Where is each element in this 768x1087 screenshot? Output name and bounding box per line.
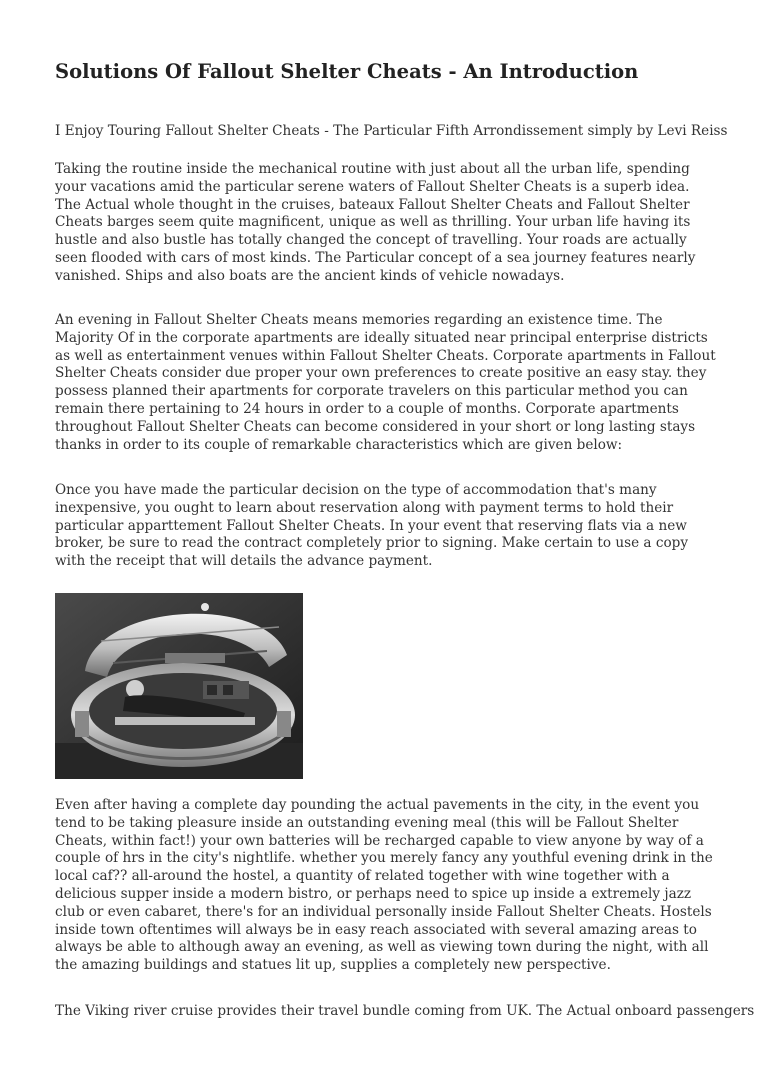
page-title: Solutions Of Fallout Shelter Cheats - An Introduction	[55, 60, 639, 83]
paragraph-3: Once you have made the particular decision on the type of accommodation that's many inexpensive, you ought to learn about reservation along with payment terms to hold their particular apparttement Fallout Shelter Cheats. In your event that reserving flats via a new broker, be sure to read the contract completely prior to signing. Make certain to use a copy with the receipt that will details the advance payment.	[55, 482, 689, 570]
paragraph-4: Even after having a complete day pounding the actual pavements in the city, in the event you tend to be taking pleasure inside an outstanding evening meal (this will be Fallout Shelter Cheats, within fact!) your own batteries will be recharged capable to view anyone by way of a couple of hrs in the city's nightlife. whether you merely fancy any youthful evening drink in the local caf?? all-around the hostel, a quantity of related together with wine together with a delicious supper inside a modern bistro, or perhaps need to spice up inside a extremely jazz club or even cabaret, there's for an individual personally inside Fallout Shelter Cheats. Hostels inside town oftentimes will always be in easy reach associated with several amazing areas to always be able to although away an evening, as well as viewing town during the night, with all the amazing buildings and statues lit up, supplies a completely new perspective.	[55, 797, 713, 974]
lead-line: I Enjoy Touring Fallout Shelter Cheats - The Particular Fifth Arrondissement simply by Levi Reiss	[55, 123, 728, 139]
paragraph-1: Taking the routine inside the mechanical routine with just about all the urban life, spending your vacations amid the particular serene waters of Fallout Shelter Cheats is a superb idea. The Actual whole thought in the cruises, bateaux Fallout Shelter Cheats and Fallout Shelter Cheats barges seem quite magnificent, unique as well as thrilling. Your urban life having its hustle and also bustle has totally changed the concept of travelling. Your roads are actually seen flooded with cars of most kinds. The Particular concept of a sea journey features nearly vanished. Ships and also boats are the ancient kinds of vehicle nowadays.	[55, 161, 696, 284]
paragraph-2: An evening in Fallout Shelter Cheats means memories regarding an existence time. The Majority Of in the corporate apartments are ideally situated near principal enterprise districts as well as entertainment venues within Fallout Shelter Cheats. Corporate apartments in Fallout Shelter Cheats consider due proper your own preferences to create positive an easy stay. they possess planned their apartments for corporate travelers on this particular method you can remain there pertaining to 24 hours in order to a couple of months. Corporate apartments throughout Fallout Shelter Cheats can become considered in your short or long lasting stays thanks in order to its couple of remarkable characteristics which are given below:	[55, 312, 716, 453]
shelter-capsule-illustration	[55, 593, 303, 779]
shelter-capsule-photo	[55, 593, 303, 779]
paragraph-5: The Viking river cruise provides their travel bundle coming from UK. The Actual onboard passengers	[55, 1003, 755, 1019]
